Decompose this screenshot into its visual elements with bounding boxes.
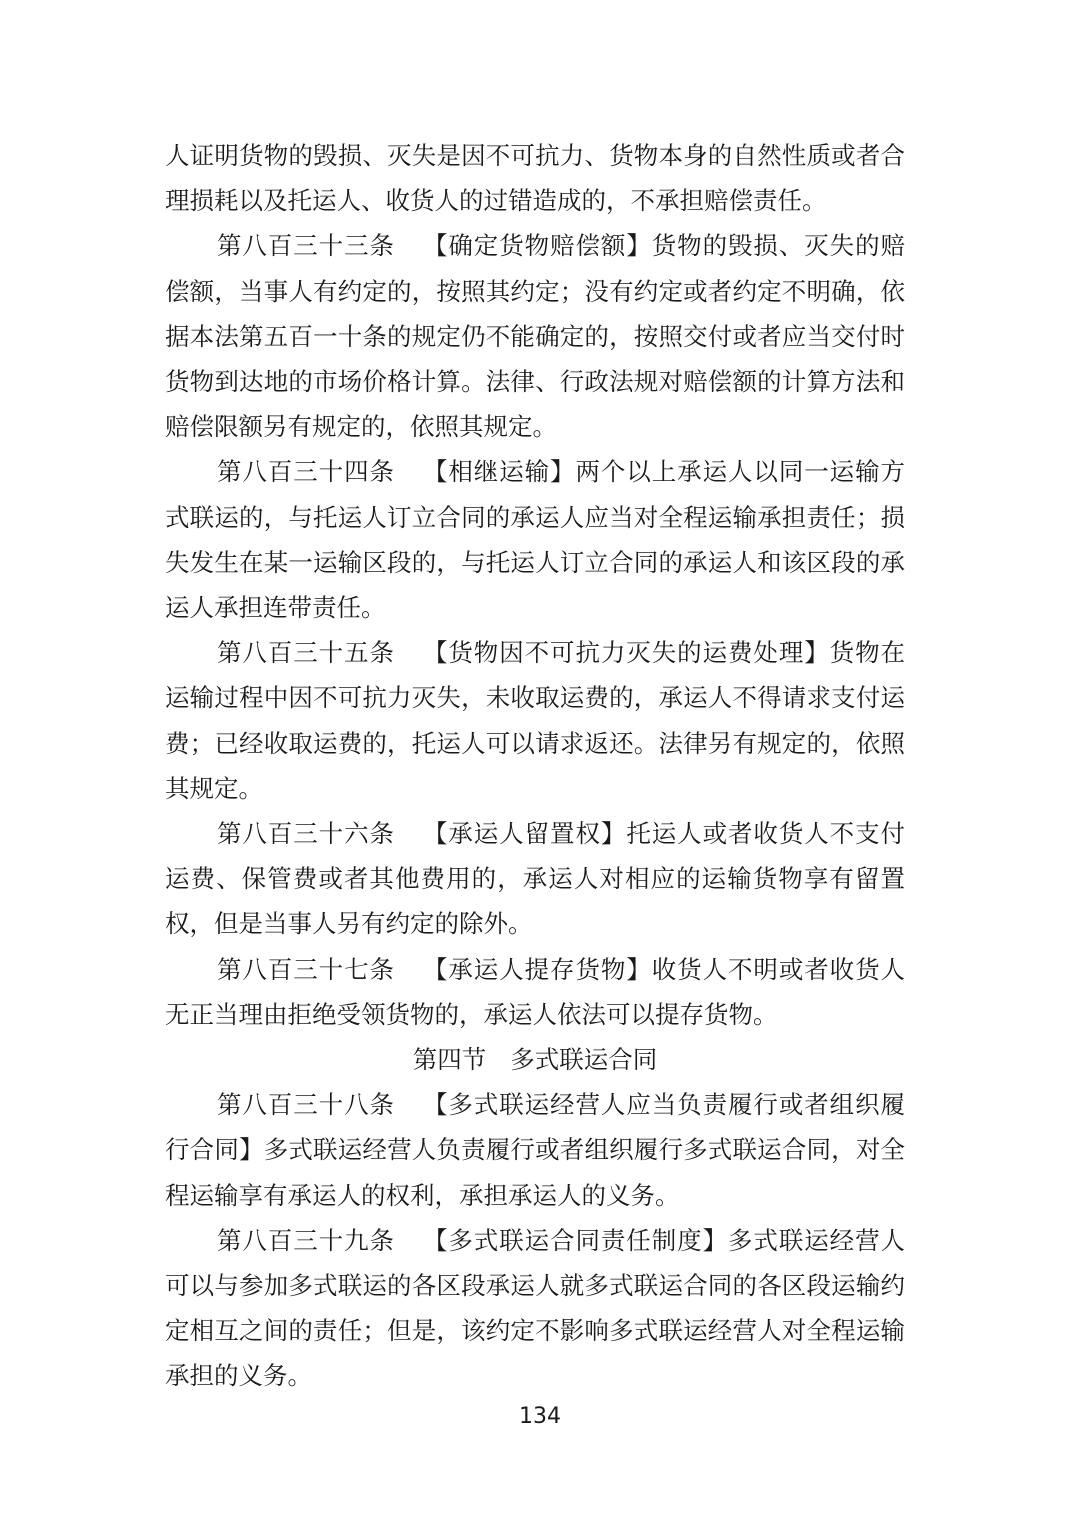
- article-text: 货物在运输过程中因不可抗力灭失，未收取运费的，承运人不得请求支付运费；已经收取运费的，托运人可以请求返还。法律另有规定的，依照其规定。: [165, 638, 906, 803]
- article-text: 托运人或者收货人不支付运费、保管费或者其他费用的，承运人对相应的运输货物享有留置权，但是当事人另有约定的除外。: [165, 819, 906, 939]
- article-title: 【相继运输】: [422, 457, 576, 487]
- article-836: [165, 811, 905, 947]
- article-title: 【多式联运合同责任制度】: [422, 1225, 728, 1255]
- article-number: 第八百三十四条: [217, 457, 395, 487]
- article-title: 【多式联运经营人应当负责履行或者组织履行合同】: [165, 1090, 906, 1165]
- article-837: [165, 947, 905, 1037]
- article-text: 多式联运经营人负责履行或者组织履行多式联运合同，对全程运输享有承运人的权利，承担承运人的义务。: [165, 1135, 906, 1210]
- page-body: [165, 133, 905, 1399]
- article-number: 第八百三十八条: [217, 1090, 395, 1120]
- article-text: 两个以上承运人以同一运输方式联运的，与托运人订立合同的承运人应当对全程运输承担责任；损失发生在某一运输区段的，与托运人订立合同的承运人和该区段的承运人承担连带责任。: [165, 457, 906, 623]
- article-title: 【承运人留置权】: [422, 819, 627, 849]
- article-title: 【承运人提存货物】: [422, 954, 652, 984]
- section-title: 多式联运合同: [510, 1045, 658, 1075]
- article-834: [165, 449, 905, 630]
- article-number: 第八百三十九条: [217, 1225, 395, 1255]
- page-number: 134: [519, 1404, 561, 1429]
- article-text: 多式联运经营人可以与参加多式联运的各区段承运人就多式联运合同的各区段运输约定相互之间的责任；但是，该约定不影响多式联运经营人对全程运输承担的义务。: [165, 1225, 906, 1391]
- article-number: 第八百三十六条: [217, 819, 395, 849]
- article-text: 收货人不明或者收货人无正当理由拒绝受领货物的，承运人依法可以提存货物。: [165, 954, 906, 1029]
- article-833: [165, 223, 905, 449]
- continuation-paragraph: 人证明货物的毁损、灭失是因不可抗力、货物本身的自然性质或者合理损耗以及托运人、收货人的过错造成的，不承担赔偿责任。: [165, 141, 905, 216]
- article-835: [165, 630, 905, 811]
- article-number: 第八百三十三条: [217, 231, 395, 261]
- article-text: 货物的毁损、灭失的赔偿额，当事人有约定的，按照其约定；没有约定或者约定不明确，依据本法第五百一十条的规定仍不能确定的，按照交付或者应当交付时货物到达地的市场价格计算。法律、行政法规对赔偿额的计算方法和赔偿限额另有规定的，依照其规定。: [165, 231, 906, 442]
- article-title: 【确定货物赔偿额】: [422, 231, 652, 261]
- section-heading: [165, 1037, 905, 1082]
- article-838: [165, 1082, 905, 1218]
- article-number: 第八百三十五条: [217, 638, 395, 668]
- section-number: 第四节: [412, 1045, 487, 1075]
- article-title: 【货物因不可抗力灭失的运费处理】: [422, 638, 830, 668]
- article-number: 第八百三十七条: [217, 954, 395, 984]
- article-839: [165, 1218, 905, 1399]
